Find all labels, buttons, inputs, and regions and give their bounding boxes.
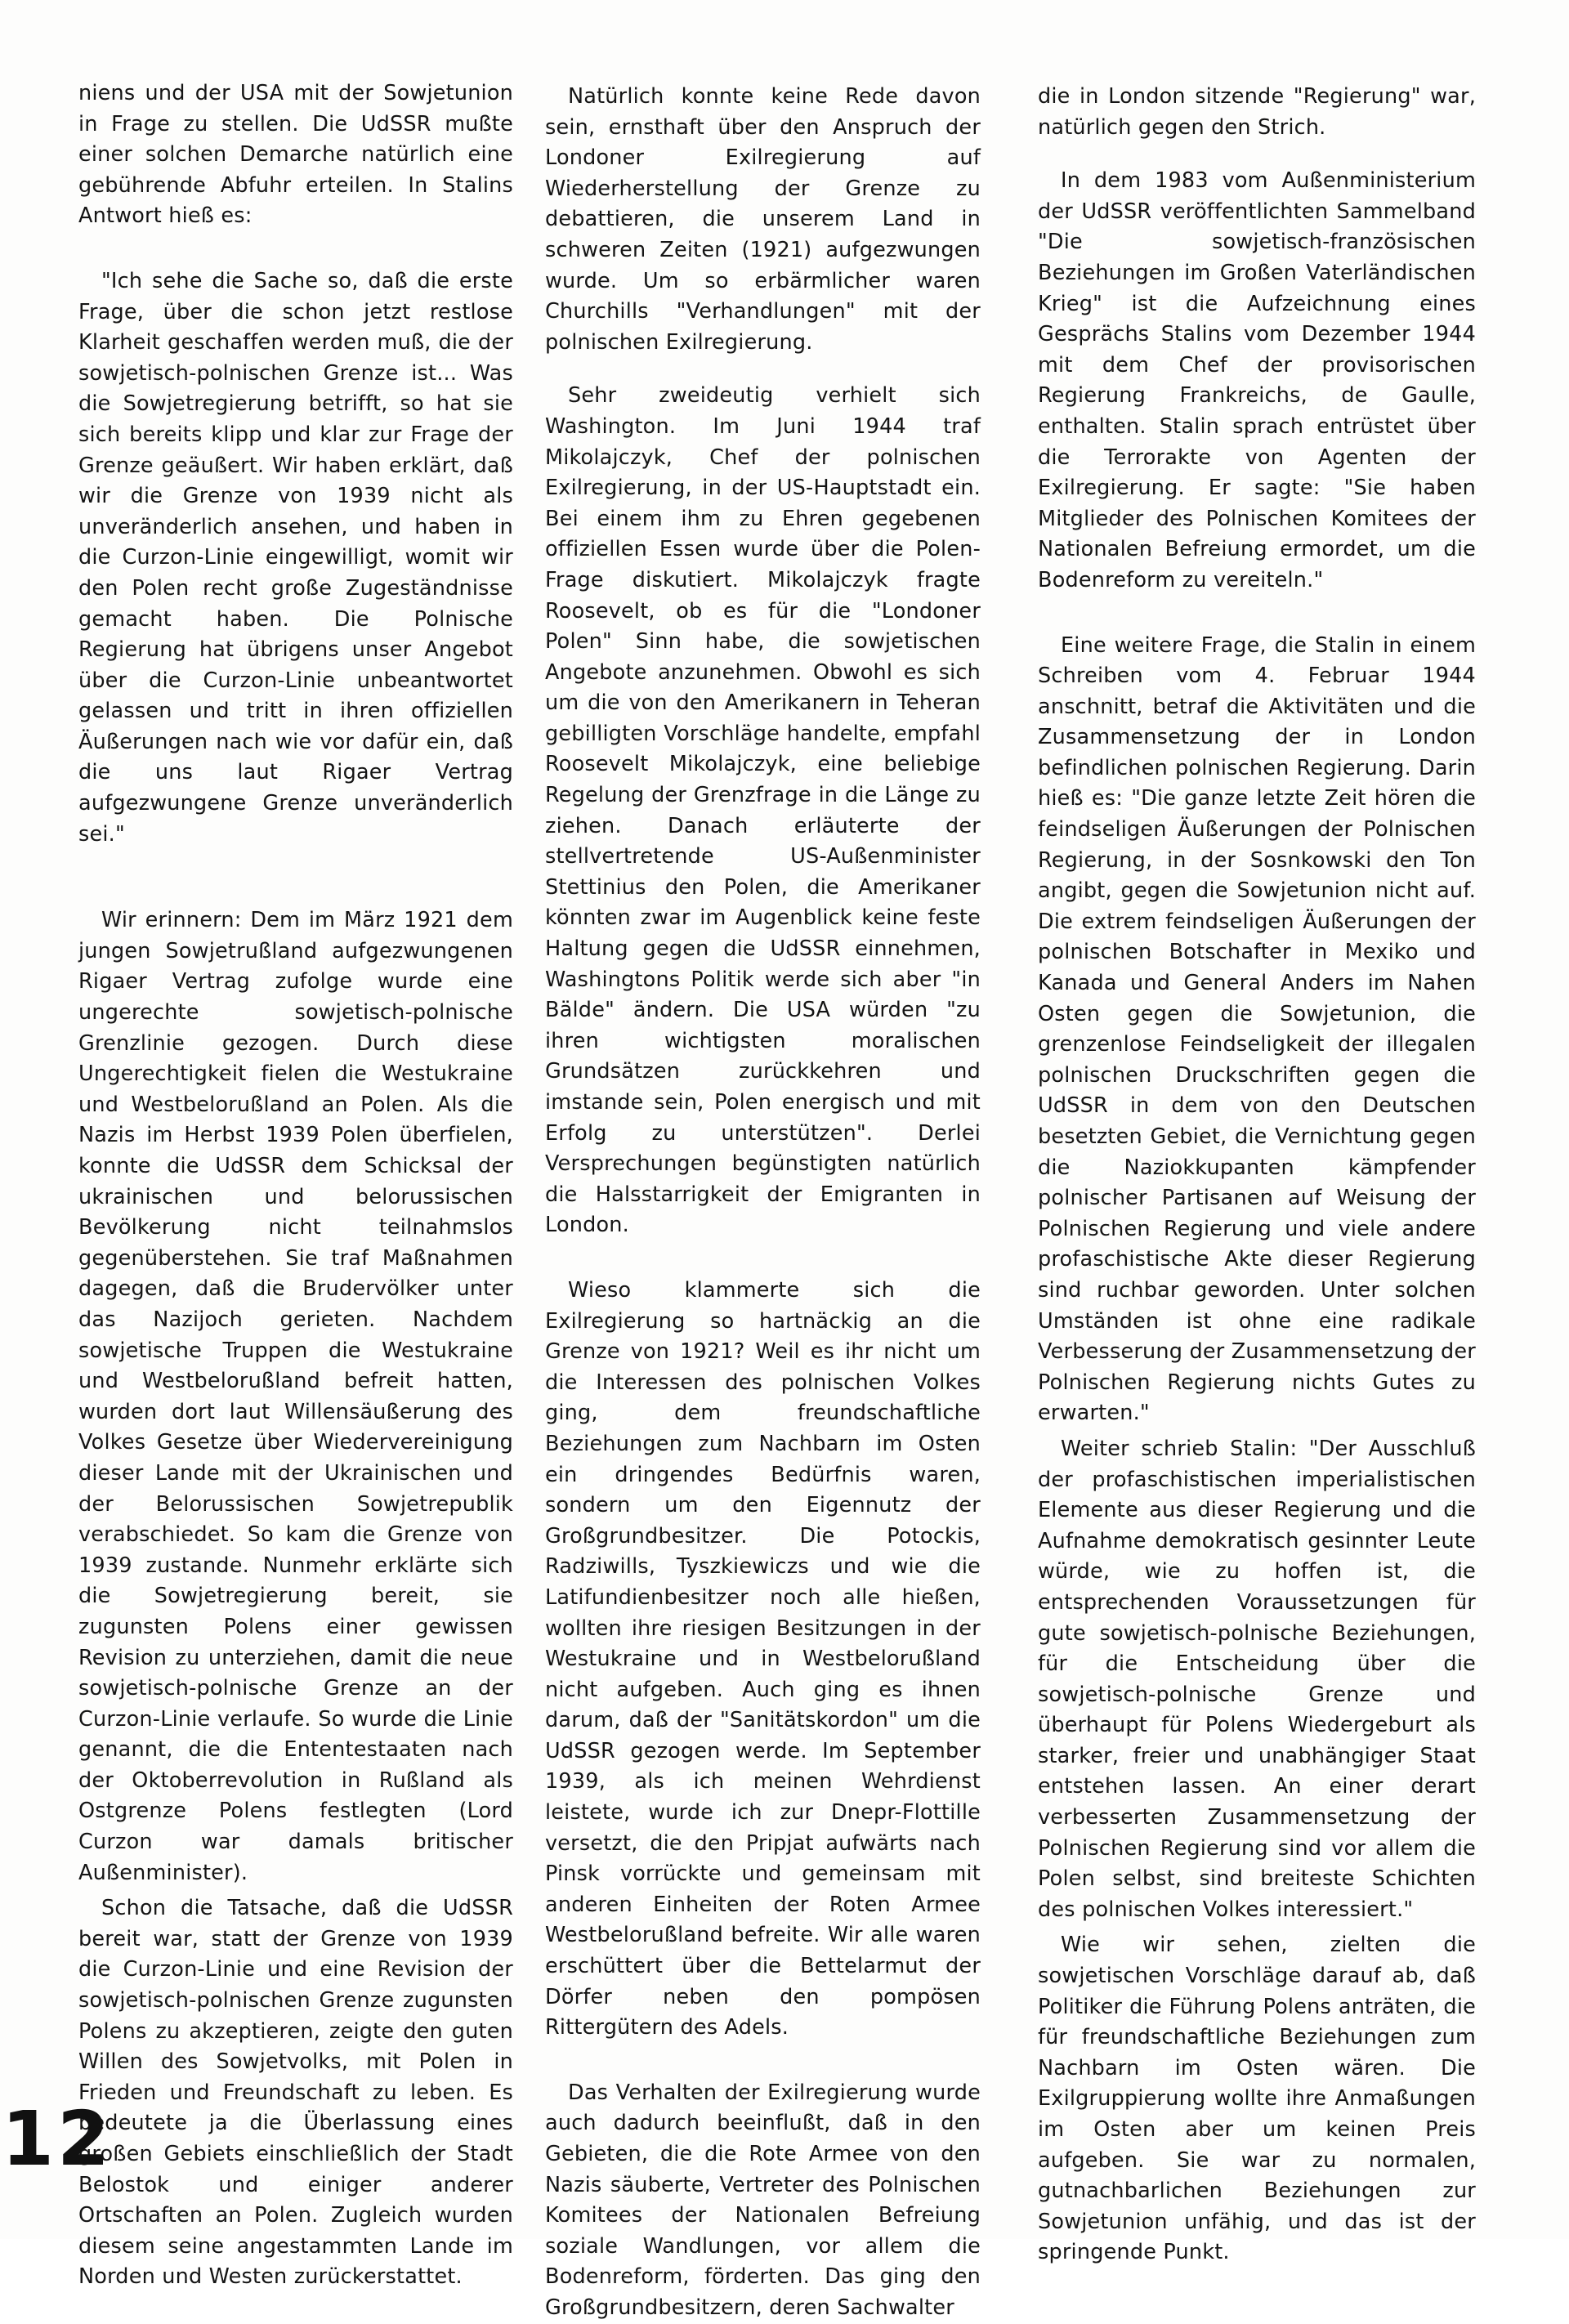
paragraph: Das Verhalten der Exilregierung wurde auch dadurch beeinflußt, daß in den Gebieten, die die Rote Armee von den Nazis säuberte, Vertreter des Polnischen Komitees der Nationalen Befreiung soziale Wandlungen, vor allem die Bodenreform, förderten. Das ging den Großgrundbesitzern, deren Sachwalter <box>545 2080 981 2320</box>
paragraph: In dem 1983 vom Außenministerium der UdSSR veröffentlichten Sammelband "Die sowjetisch-französischen Beziehungen im Großen Vaterländischen Krieg" ist die Aufzeichnung eines Gesprächs Stalins vom Dezember 1944 mit dem Chef der provisorischen Regierung Frankreichs, de Gaulle, enthalten. Stalin sprach entrüstet über die Terrorakte von Agenten der Exilregierung. Er sagte: "Sie haben Mitglieder des Polnischen Komitees der Nationalen Befreiung ermordet, um die Bodenreform zu vereiteln." <box>1038 168 1476 592</box>
paragraph: Sehr zweideutig verhielt sich Washington. Im Juni 1944 traf Mikolajczyk, Chef der polnischen Exilregierung, in der US-Hauptstadt ein. Bei einem ihm zu Ehren gegebenen offiziellen Essen wurde über die Polen-Frage diskutiert. Mikolajczyk fragte Roosevelt, ob es für die "Londoner Polen" Sinn habe, die sowjetischen Angebote anzunehmen. Obwohl es sich um die von den Amerikanern in Teheran gebilligten Vorschläge handelte, empfahl Roosevelt Mikolajczyk, eine beliebige Regelung der Grenzfrage in die Länge zu ziehen. Danach erläuterte der stellvertretende US-Außenminister Stettinius den Polen, die Amerikaner könnten zwar im Augenblick keine feste Haltung gegen die UdSSR einnehmen, Washingtons Politik werde sich aber "in Bälde" ändern. Die USA würden "zu ihren wichtigsten moralischen Grundsätzen zurückkehren und imstande sein, Polen energisch und mit Erfolg zu unterstützen". Derlei Versprechungen begünstigten natürlich die Halsstarrigkeit der Emigranten in London. <box>545 383 981 1238</box>
paragraph: Wieso klammerte sich die Exilregierung so hartnäckig an die Grenze von 1921? Weil es ihr nicht um die Interessen des polnischen Volkes ging, dem freundschaftliche Beziehungen zum Nachbarn im Osten ein dringendes Bedürfnis waren, sondern um den Eigennutz der Großgrundbesitzer. Die Potockis, Radziwills, Tyszkiewiczs und wie die Latifundienbesitzer noch alle hießen, wollten ihre riesigen Besitzungen in der Westukraine und in Westbelorußland nicht aufgeben. Auch ging es ihnen darum, daß der "Sanitätskordon" um die UdSSR gezogen werde. Im September 1939, als ich meinen Wehrdienst leistete, wurde ich zur Dnepr-Flottille versetzt, die den Pripjat aufwärts nach Pinsk vorrückte und gemeinsam mit anderen Einheiten der Roten Armee Westbelorußland befreite. Wir alle waren erschüttert über die Bettelarmut der Dörfer neben den pompösen Rittergütern des Adels. <box>545 1277 981 2040</box>
paragraph: die in London sitzende "Regierung" war, natürlich gegen den Strich. <box>1038 84 1476 140</box>
paragraph: Natürlich konnte keine Rede davon sein, ernsthaft über den Anspruch der Londoner Exilregierung auf Wiederherstellung der Grenze zu debattieren, die unserem Land in schweren Zeiten (1921) aufgezwungen wurde. Um so erbärmlicher waren Churchills "Verhandlungen" mit der polnischen Exilregierung. <box>545 84 981 355</box>
page-number: 12 <box>2 2095 114 2183</box>
paragraph: Wir erinnern: Dem im März 1921 dem jungen Sowjetrußland aufgezwungenen Rigaer Vertrag zufolge wurde eine ungerechte sowjetisch-polnische Grenzlinie gezogen. Durch diese Ungerechtigkeit fielen die Westukraine und Westbelorußland an Polen. Als die Nazis im Herbst 1939 Polen überfielen, konnte die UdSSR dem Schicksal der ukrainischen und belorussischen Bevölkerung nicht teilnahmslos gegenüberstehen. Sie traf Maßnahmen dagegen, daß die Brudervölker unter das Nazijoch gerieten. Nachdem sowjetische Truppen die Westukraine und Westbelorußland befreit hatten, wurden dort laut Willensäußerung des Volkes Gesetze über Wiedervereinigung dieser Lande mit der Ukrainischen und der Belorussischen Sowjetrepublik verabschiedet. So kam die Grenze von 1939 zustande. Nunmehr erklärte sich die Sowjetregierung bereit, sie zugunsten Polens einer gewissen Revision zu unterziehen, damit die neue sowjetisch-polnische Grenze an der Curzon-Linie verlaufe. So wurde die Linie genannt, die die Ententestaaten nach der Oktoberrevolution in Rußland als Ostgrenze Polens festlegten (Lord Curzon war damals britischer Außenminister). <box>78 908 513 1885</box>
text-column-left <box>78 78 513 2293</box>
paragraph: niens und der USA mit der Sowjetunion in Frage zu stellen. Die UdSSR mußte einer solchen Demarche natürlich eine gebührende Abfuhr erteilen. In Stalins Antwort hieß es: <box>78 81 513 229</box>
paragraph: Schon die Tatsache, daß die UdSSR bereit war, statt der Grenze von 1939 die Curzon-Linie und eine Revision der sowjetisch-polnischen Grenze zugunsten Polens zu akzeptieren, zeigte den guten Willen des Sowjetvolks, mit Polen in Frieden und Freundschaft zu leben. Es bedeutete ja die Überlassung eines großen Gebiets einschließlich der Stadt Belostok und einiger anderer Ortschaften an Polen. Zugleich wurden diesem seine angestammten Lande im Norden und Westen zurückerstattet. <box>78 1896 513 2290</box>
paragraph: Weiter schrieb Stalin: "Der Ausschluß der profaschistischen imperialistischen Elemente aus dieser Regierung und die Aufnahme demokratisch gesinnter Leute würde, wie zu hoffen ist, die entsprechenden Voraussetzungen für gute sowjetisch-polnische Beziehungen, für die Entscheidung über die sowjetisch-polnische Grenze und überhaupt für Polens Wiedergeburt als starker, freier und unabhängiger Staat entstehen lassen. An einer derart verbesserten Zusammensetzung der Polnischen Regierung sind vor allem die Polen selbst, sind breiteste Schichten des polnischen Volkes interessiert." <box>1038 1436 1476 1922</box>
paragraph: Eine weitere Frage, die Stalin in einem Schreiben vom 4. Februar 1944 anschnitt, betraf die Aktivitäten und die Zusammensetzung der in London befindlichen polnischen Regierung. Darin hieß es: "Die ganze letzte Zeit hören die feindseligen Äußerungen der Polnischen Regierung, in der Sosnkowski den Ton angibt, gegen die Sowjetunion nicht auf. Die extrem feindseligen Äußerungen der polnischen Botschafter in Mexiko und Kanada und General Anders im Nahen Osten gegen die Sowjetunion, die grenzenlose Feindseligkeit der illegalen polnischen Druckschriften gegen die UdSSR in dem von den Deutschen besetzten Gebiet, die Vernichtung gegen die Naziokkupanten kämpfender polnischer Partisanen auf Weisung der Polnischen Regierung und viele andere profaschistische Akte dieser Regierung sind ruchbar geworden. Unter solchen Umständen ist ohne eine radikale Verbesserung der Zusammensetzung der Polnischen Regierung nichts Gutes zu erwarten." <box>1038 632 1476 1426</box>
quotation-paragraph: "Ich sehe die Sache so, daß die erste Frage, über die schon jetzt restlose Klarheit geschaffen werden muß, die der sowjetisch-polnischen Grenze ist... Was die Sowjetregierung betrifft, so hat sie sich bereits klipp und klar zur Frage der Grenze geäußert. Wir haben erklärt, daß wir die Grenze von 1939 nicht als unveränderlich ansehen, und haben in die Curzon-Linie eingewilligt, womit wir den Polen recht große Zugeständnisse gemacht haben. Die Polnische Regierung hat übrigens unser Angebot über die Curzon-Linie unbeantwortet gelassen und tritt in ihren offiziellen Äußerungen nach wie vor dafür ein, daß die uns laut Rigaer Vertrag aufgezwungene Grenze unveränderlich sei." <box>78 268 513 847</box>
text-column-right <box>1038 82 1476 2268</box>
paragraph: Wie wir sehen, zielten die sowjetischen Vorschläge darauf ab, daß Politiker die Führung Polens anträten, die für freundschaftliche Beziehungen zum Nachbarn im Osten wären. Die Exilgruppierung wollte ihre Anmaßungen im Osten aber um keinen Preis aufgeben. Sie war zu normalen, gutnachbarlichen Beziehungen zur Sowjetunion unfähig, und das ist der springende Punkt. <box>1038 1933 1476 2265</box>
text-column-middle <box>545 82 981 2324</box>
